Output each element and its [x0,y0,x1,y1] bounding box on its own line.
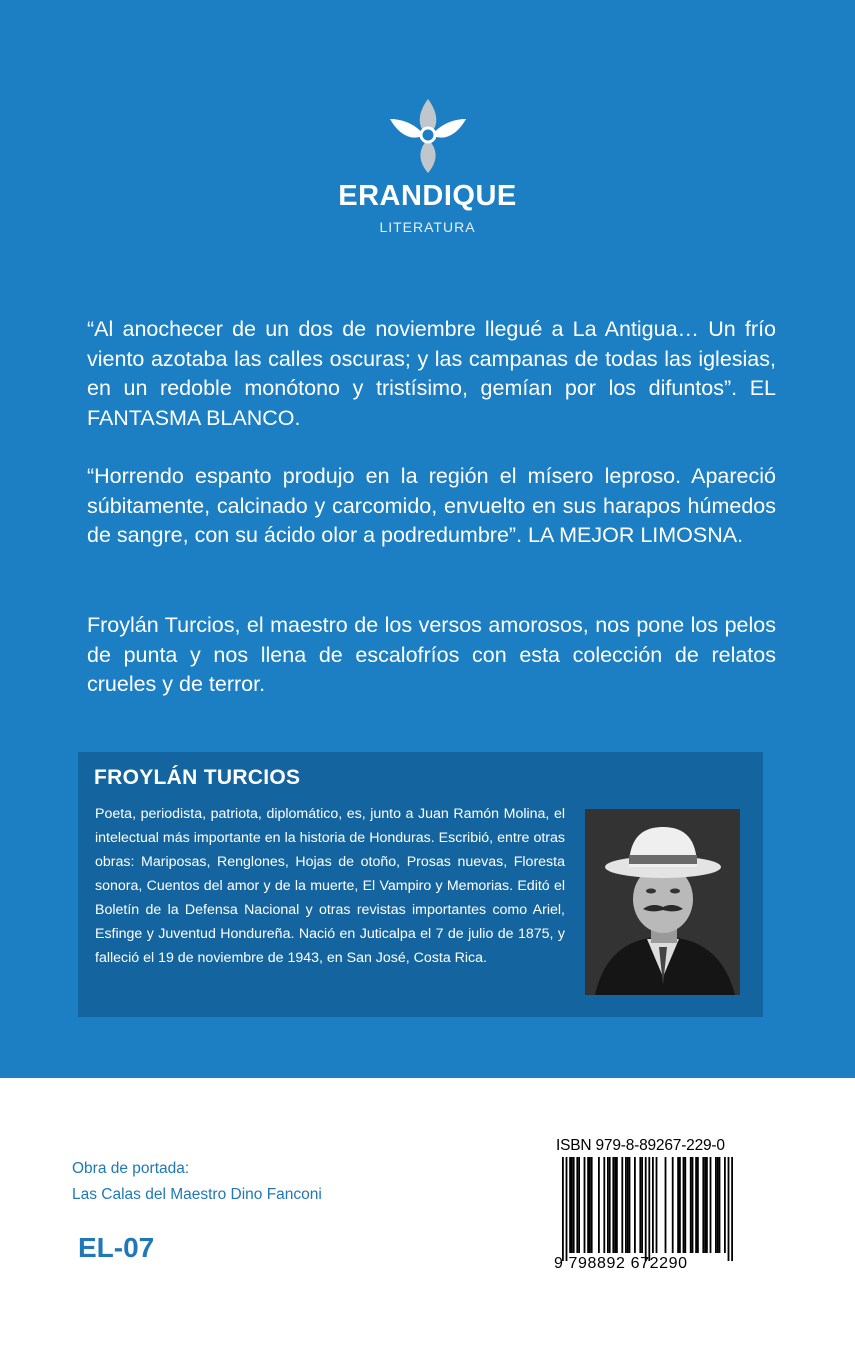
isbn-barcode [548,1137,740,1277]
barcode-bar [677,1157,679,1253]
barcode-bar [616,1157,618,1253]
barcode-bar [706,1157,708,1253]
barcode-bar [614,1157,616,1253]
barcode-bar [562,1157,564,1261]
barcode-bar [692,1157,694,1253]
cover-art-credit-label: Obra de portada: [72,1160,190,1177]
barcode-bar [656,1157,658,1253]
barcode-digits: 9 798892 672290 [554,1255,688,1272]
barcode-bar [702,1157,704,1253]
barcode-bar [719,1157,721,1253]
barcode-bar [704,1157,706,1253]
barcode-bar [603,1157,605,1253]
barcode-bar [724,1157,726,1253]
collection-code: EL-07 [78,1232,155,1263]
barcode-bar [598,1157,600,1253]
barcode-bar [695,1157,697,1253]
barcode-bar [584,1157,586,1253]
barcode-bar [731,1157,733,1261]
barcode-bar [629,1157,631,1253]
barcode-bar [634,1157,636,1253]
barcode-bar [683,1157,685,1253]
barcode-bar [612,1157,614,1253]
barcode-bar [690,1157,692,1253]
barcode-bar [652,1157,654,1253]
barcode-bar [728,1157,730,1261]
barcode-bar [573,1157,575,1253]
barcode-bar [621,1157,623,1253]
blurb-paragraph-3: Froylán Turcios, el maestro de los versos amorosos, nos pone los pelos de punta y nos llena de escalofríos con esta colección de relatos crueles y de terror. [87,613,776,696]
author-portrait [585,809,740,995]
barcode-bar [578,1157,580,1253]
publisher-imprint: LITERATURA [379,219,476,235]
barcode-bar [645,1157,647,1261]
author-bio-box [78,752,763,1017]
barcode-bar [641,1157,643,1253]
publisher-name: ERANDIQUE [338,180,517,212]
isbn-label: ISBN 979-8-89267-229-0 [556,1137,725,1154]
barcode-bar [639,1157,641,1253]
blurb-paragraph-1: “Al anochecer de un dos de noviembre llegué a La Antigua… Un frío viento azotaba las calles oscuras; y las campanas de todas las iglesias, en un redoble monótono y tristísimo, gemían por los difuntos”. EL FANTASMA BLANCO. [87,317,776,430]
cover-art-credit-title: Las Calas del Maestro Dino Fanconi [72,1186,322,1203]
barcode-bar [679,1157,681,1253]
barcode-bar [697,1157,699,1253]
barcode-bar [672,1157,674,1253]
barcode-bar [710,1157,712,1253]
barcode-bar [665,1157,667,1253]
barcode-bar [627,1157,629,1253]
flower-logo-icon [388,95,468,175]
author-name: FROYLÁN TURCIOS [94,766,301,789]
barcode-bar [591,1157,593,1253]
barcode-bar [717,1157,719,1253]
barcode-bar [609,1157,611,1253]
barcode-bar [566,1157,568,1261]
barcode-bar [587,1157,589,1253]
barcode-bar [648,1157,650,1261]
author-bio: Poeta, periodista, patriota, diplomático, es, junto a Juan Ramón Molina, el intelectual más importante en la historia de Honduras. Escribió, entre otras obras: Mariposas, Renglones, Hojas de otoño, Prosas nuevas, Floresta sonora, Cuentos del amor y de la muerte, El Vampiro y Memorias. Editó el Boletín de la Defensa Nacional y otras revistas importantes como Ariel, Esfinge y Juventud Hondureña. Nació en Juticalpa el 7 de julio de 1875, y falleció el 19 de noviembre de 1943, en San José, Costa Rica. [95,806,565,966]
barcode-bar [571,1157,573,1253]
publisher-logo [0,95,855,175]
cover-art-credit [72,1156,322,1208]
barcode-bar [715,1157,717,1253]
barcode-bar [569,1157,571,1253]
blurb-paragraph-2: “Horrendo espanto produjo en la región el mísero leproso. Apareció súbitamente, calcinado y carcomido, envuelto en sus harapos húmedos de sangre, con su ácido olor a podredumbre”. LA MEJOR LIMOSNA. [87,464,776,547]
barcode-bar [684,1157,686,1253]
barcode-bar [607,1157,609,1253]
barcode-bar [589,1157,591,1253]
barcode-bar [576,1157,578,1253]
barcode-bar [625,1157,627,1253]
